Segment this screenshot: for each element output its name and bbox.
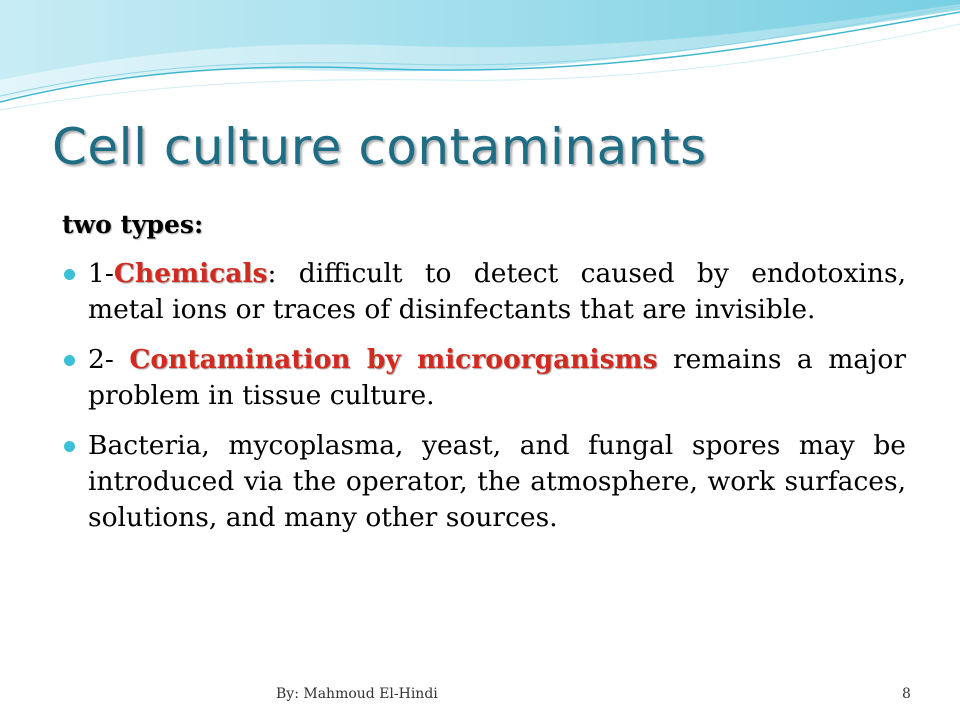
bullet-dot-icon [64,441,75,452]
bullet-item-chemicals [60,256,906,328]
slide-title: Cell culture contaminants [52,118,707,176]
bullet-text: Bacteria, mycoplasma, yeast, and fungal spores may be introduced via the operator, the atmosphere, work surfaces, solutions, and many other sources. [88,430,906,533]
footer-author: By: Mahmoud El-Hindi [276,686,438,702]
bullet-list [60,256,906,550]
bullet-prefix: 2- [88,344,130,375]
header-wave-decoration [0,0,960,130]
bullet-highlight: Contamination by microorganisms [129,344,658,375]
bullet-text: : difficult to detect caused by endotoxins, metal ions or traces of disinfectants that are invisible. [88,258,906,325]
bullet-item-sources [60,428,906,536]
slide-subtitle: two types: [62,210,204,239]
bullet-dot-icon [64,269,75,280]
page-number: 8 [902,686,911,702]
bullet-item-microorganisms [60,342,906,414]
bullet-dot-icon [64,355,75,366]
bullet-prefix: 1- [88,258,114,289]
bullet-highlight: Chemicals [113,258,268,289]
bullet-text: remains a major problem in tissue culture. [88,344,906,411]
